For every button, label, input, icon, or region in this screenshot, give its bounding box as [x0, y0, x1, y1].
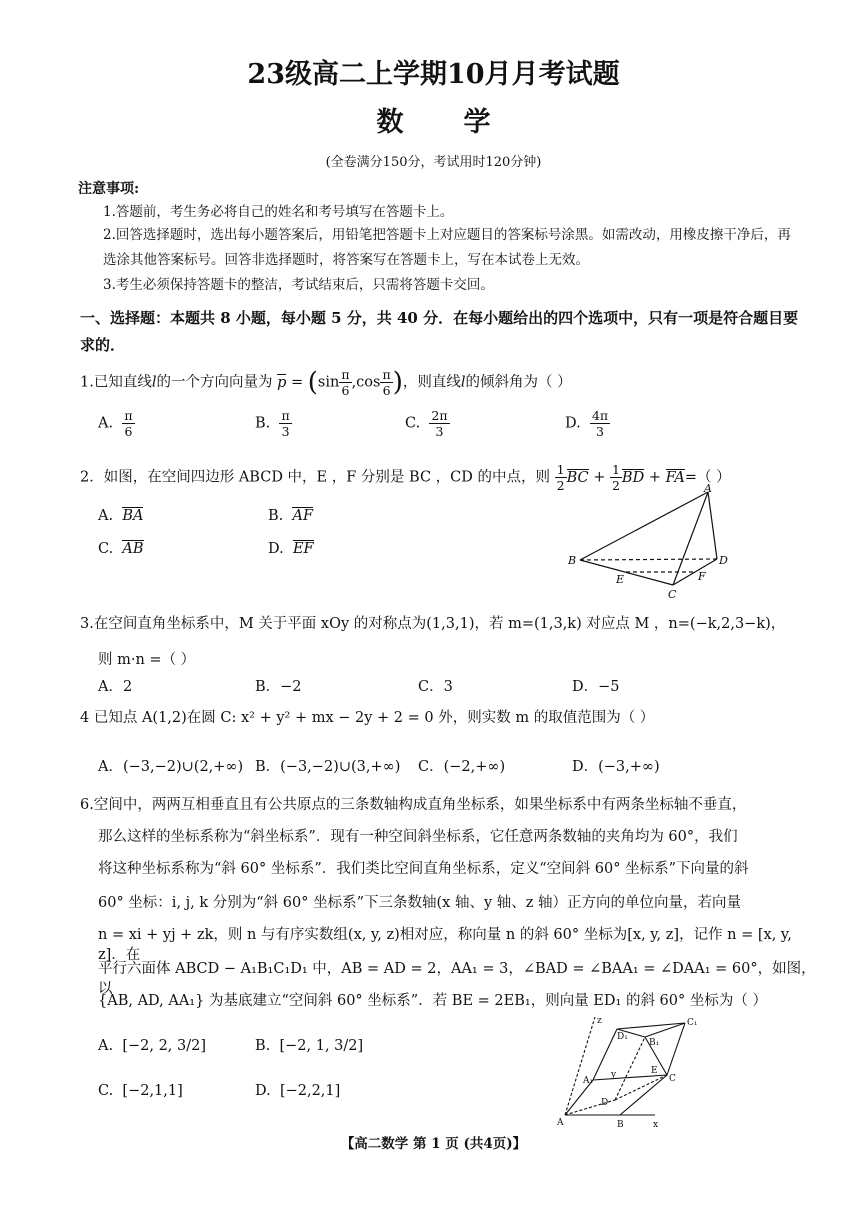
q6-option-c[interactable]: C. [−2,1,1] [98, 1083, 183, 1099]
fig2-label-f: F [698, 570, 706, 583]
fig2-label-d: D [719, 554, 728, 567]
q4-option-d[interactable]: D．(−3,+∞) [572, 759, 660, 775]
question-4: 4 已知点 A(1,2)在圆 C: x² + y² + mx − 2y + 2 = 0 外，则实数 m 的取值范围为（ ） [80, 710, 655, 726]
q2-option-b[interactable]: B. AF [268, 508, 314, 524]
question-6-line-3: 将这种坐标系称为“斜 60° 坐标系”．我们类比空间直角坐标系，定义“空间斜 60° 坐标系”下向量的斜 [98, 861, 749, 877]
q6-option-b[interactable]: B. [−2, 1, 3/2] [255, 1038, 364, 1054]
question-1: 1.已知直线l的一个方向向量为 p = (sin $\frac{\pi}{6}$ ,cos $\frac{\pi}{6}$ )，则直线l的倾斜角为（ ） [80, 367, 572, 398]
notice-item-3: 3.考生必须保持答题卡的整洁，考试结束后，只需将答题卡交回。 [103, 277, 494, 293]
q4-option-b[interactable]: B．(−3,−2)∪(3,+∞) [255, 759, 401, 775]
fig6-label-z: z [597, 1016, 602, 1026]
fig6-label-b1: B₁ [649, 1038, 660, 1048]
question-2: 2．如图，在空间四边形 ABCD 中，E ，F 分别是 BC ，CD 的中点，则 $\frac{1}{2}$ BC + $\frac{1}{2}$ BD + FA=（ ） [80, 462, 731, 493]
question-6-line-4: 60° 坐标：i, j, k 分别为“斜 60° 坐标系”下三条数轴(x 轴、y 轴、z 轴）正方向的单位向量，若向量 [98, 895, 742, 911]
fig6-label-d: D [601, 1098, 609, 1108]
fig6-label-a: A [557, 1118, 564, 1128]
question-6-line-7: {AB, AD, AA₁} 为基底建立“空间斜 60° 坐标系”．若 BE = 2EB₁，则向量 ED₁ 的斜 60° 坐标为（ ） [98, 993, 767, 1009]
q6-option-a[interactable]: A. [−2, 2, 3/2] [98, 1038, 206, 1054]
notice-item-1: 1.答题前，考生务必将自己的姓名和考号填写在答题卡上。 [103, 204, 454, 220]
notice-heading: 注意事项: [78, 181, 140, 197]
question-6-line-1: 6.空间中，两两互相垂直且有公共原点的三条数轴构成直角坐标系，如果坐标系中有两条坐标轴不垂直， [80, 797, 747, 813]
fig2-label-c: C [668, 588, 677, 601]
fig6-label-y: y [611, 1070, 617, 1080]
subject-title: 数学 [376, 107, 551, 138]
q4-option-c[interactable]: C．(−2,+∞) [418, 759, 506, 775]
fig2-label-a: A [704, 482, 712, 495]
fig6-label-c1: C₁ [687, 1018, 698, 1028]
q3-option-a[interactable]: A．2 [98, 679, 133, 695]
q2-option-d[interactable]: D. EF [268, 541, 314, 557]
q3-option-d[interactable]: D．−5 [572, 679, 620, 695]
q1-option-c[interactable]: C. $\frac{2\pi}{3}$ [405, 408, 448, 439]
section-heading: 一、选择题：本题共 8 小题，每小题 5 分，共 40 分．在每小题给出的四个选项中，只有一项是符合题目要求的． [80, 309, 799, 354]
page-footer: 【高二数学 第 1 页 (共4页)】 [340, 1136, 527, 1152]
question-6-line-2: 那么这样的坐标系称为“斜坐标系”．现有一种空间斜坐标系，它任意两条数轴的夹角均为 60°，我们 [98, 829, 738, 845]
q4-option-a[interactable]: A．(−3,−2)∪(2,+∞) [98, 759, 244, 775]
fig6-label-a1: A₁ [583, 1076, 594, 1086]
fig2-label-e: E [616, 573, 625, 586]
question-3-line-2: 则 m·n =（ ） [98, 652, 196, 668]
exam-subtitle: (全卷满分150分，考试用时120分钟) [325, 155, 542, 170]
notice-item-2: 2.回答选择题时，选出每小题答案后，用铅笔把答题卡上对应题目的答案标号涂黑。如需改动，用橡皮擦干净后，再选涂其他答案标号。回答非选择题时，将答案写在答题卡上，写在本试卷上无效。 [103, 227, 791, 268]
q2-option-c[interactable]: C. AB [98, 541, 144, 557]
q2-tetrahedron-figure [560, 482, 740, 602]
fig2-label-b: B [568, 554, 577, 567]
exam-title: 23级高二上学期10月月考试题 [247, 59, 620, 90]
q1-option-d[interactable]: D. $\frac{4\pi}{3}$ [565, 408, 609, 439]
fig6-label-e: E [651, 1066, 658, 1076]
fig6-label-c: C [669, 1074, 676, 1084]
q6-parallelepiped-figure [555, 1015, 715, 1130]
q3-option-b[interactable]: B．−2 [255, 679, 302, 695]
fig6-label-x: x [653, 1120, 659, 1130]
q3-option-c[interactable]: C．3 [418, 679, 453, 695]
question-3-line-1: 3.在空间直角坐标系中，M 关于平面 xOy 的对称点为(1,3,1)，若 m=(1,3,k) 对应点 M ，n=(−k,2,3−k)， [80, 616, 786, 632]
q1-option-a[interactable]: A. $\frac{\pi}{6}$ [98, 408, 133, 439]
fig6-label-b: B [617, 1120, 624, 1130]
q2-option-a[interactable]: A. BA [98, 508, 144, 524]
q1-option-b[interactable]: B. $\frac{\pi}{3}$ [255, 408, 290, 439]
q6-option-d[interactable]: D. [−2,2,1] [255, 1083, 341, 1099]
question-6-line-5: n = xi + yj + zk，则 n 与有序实数组(x, y, z)相对应，称向量 n 的斜 60° 坐标为[x, y, z]，记作 n = [x, y, z]．在 [98, 927, 792, 963]
fig6-label-d1: D₁ [617, 1032, 628, 1042]
question-6-line-6: 平行六面体 ABCD − A₁B₁C₁D₁ 中，AB = AD = 2，AA₁ = 3，∠BAD = ∠BAA₁ = ∠DAA₁ = 60°，如图，以 [98, 961, 816, 997]
